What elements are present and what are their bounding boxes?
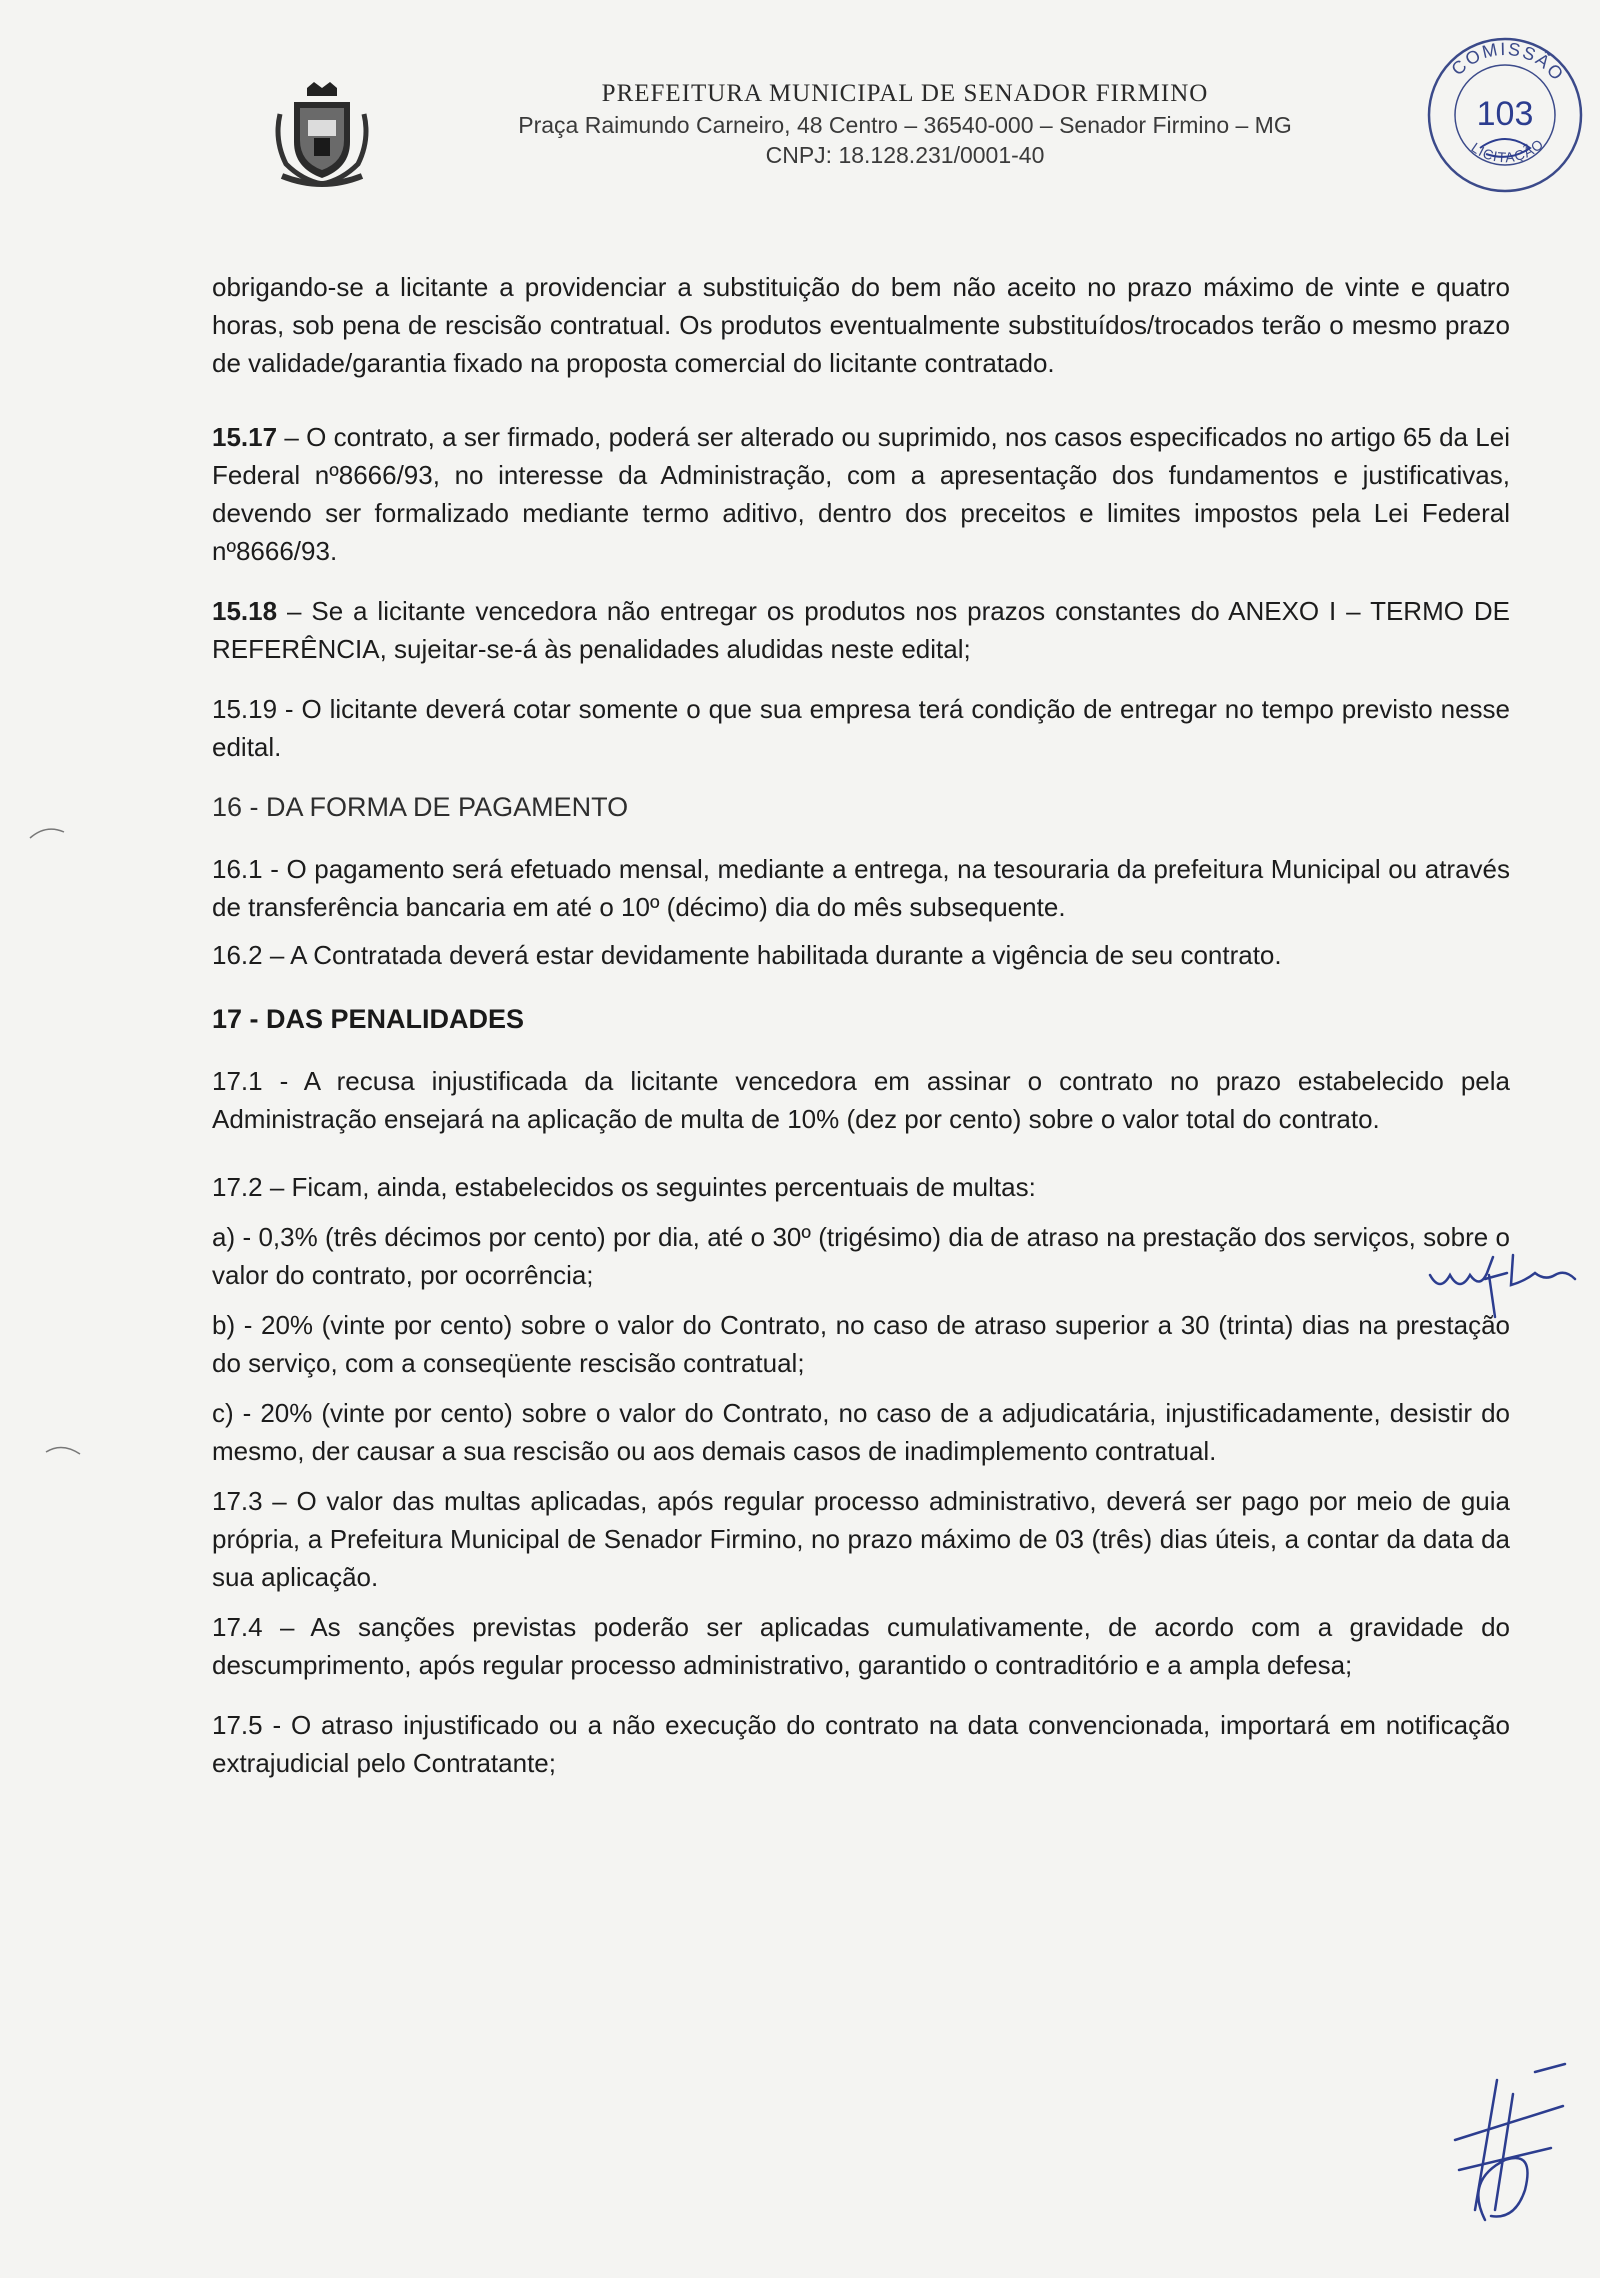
municipal-crest-icon (272, 80, 372, 190)
document-body (212, 268, 1510, 1804)
paragraph-15-18 (212, 592, 1510, 668)
commission-stamp (1420, 30, 1590, 200)
section-heading-16: 16 - DA FORMA DE PAGAMENTO (212, 792, 629, 822)
svg-text:COMISSÃO (1447, 39, 1568, 85)
letterhead-title: PREFEITURA MUNICIPAL DE SENADOR FIRMINO (601, 80, 1209, 107)
paragraph-17-2: 17.2 – Ficam, ainda, estabelecidos os seguintes percentuais de multas: (212, 1172, 1036, 1202)
handwritten-initials-icon (1425, 1245, 1585, 1325)
paragraph-17-5: 17.5 - O atraso injustificado ou a não execução do contrato na data convencionada, importará em notificação extrajudicial pelo Contratante; (212, 1710, 1510, 1778)
handwritten-signature-icon (1445, 2060, 1575, 2230)
clause-text-15-17: – O contrato, a ser firmado, poderá ser alterado ou suprimido, nos casos especificados no artigo 65 da Lei Federal nº8666/93, no interesse da Administração, com a apresentação dos fundamentos e justificativas, devendo ser formalizado mediante termo aditivo, dentro dos preceitos e limites impostos pela Lei Federal nº8666/93. (212, 422, 1510, 566)
section-heading-17: 17 - DAS PENALIDADES (212, 1004, 525, 1034)
paragraph-15-19: 15.19 - O licitante deverá cotar somente o que sua empresa terá condição de entregar no tempo previsto nesse edital. (212, 694, 1510, 762)
paragraph-15-17 (212, 418, 1510, 570)
stamp-number: 103 (1476, 95, 1534, 133)
letterhead-address: Praça Raimundo Carneiro, 48 Centro – 36540-000 – Senador Firmino – MG (518, 112, 1292, 138)
letterhead-cnpj: CNPJ: 18.128.231/0001-40 (765, 142, 1045, 168)
margin-mark-icon (28, 822, 68, 842)
margin-mark-icon (44, 1440, 84, 1460)
stamp-bottom-text: LICITAÇÃO (1468, 135, 1547, 166)
paragraph-17-2-b: b) - 20% (vinte por cento) sobre o valor do Contrato, no caso de atraso superior a 30 (trinta) dias na prestação do serviço, com a conseqüente rescisão contratual; (212, 1310, 1510, 1378)
letterhead-text (400, 78, 1410, 170)
paragraph-17-2-a: a) - 0,3% (três décimos por cento) por dia, até o 30º (trigésimo) dia de atraso na prestação dos serviços, sobre o valor do contrato, por ocorrência; (212, 1222, 1510, 1290)
clause-number-15-17: 15.17 (212, 422, 278, 452)
paragraph-17-3: 17.3 – O valor das multas aplicadas, após regular processo administrativo, deverá ser pago por meio de guia própria, a Prefeitura Municipal de Senador Firmino, no prazo máximo de 03 (três) dias úteis, a contar da data da sua aplicação. (212, 1486, 1510, 1592)
paragraph-15-16-continuation: obrigando-se a licitante a providenciar a substituição do bem não aceito no prazo máximo de vinte e quatro horas, sob pena de rescisão contratual. Os produtos eventualmente substituídos/trocados terão o mesmo prazo de validade/garantia fixado na proposta comercial do licitante contratado. (212, 272, 1510, 378)
paragraph-17-4: 17.4 – As sanções previstas poderão ser aplicadas cumulativamente, de acordo com a gravidade do descumprimento, após regular processo administrativo, garantido o contraditório e a ampla defesa; (212, 1612, 1510, 1680)
letterhead (0, 0, 1600, 200)
paragraph-16-1: 16.1 - O pagamento será efetuado mensal, mediante a entrega, na tesouraria da prefeitura Municipal ou através de transferência bancaria em até o 10º (décimo) dia do mês subsequente. (212, 854, 1510, 922)
clause-number-15-18: 15.18 (212, 596, 278, 626)
paragraph-16-2: 16.2 – A Contratada deverá estar devidamente habilitada durante a vigência de seu contrato. (212, 940, 1282, 970)
clause-text-15-18: – Se a licitante vencedora não entregar os produtos nos prazos constantes do ANEXO I – TERMO DE REFERÊNCIA, sujeitar-se-á às penalidades aludidas neste edital; (212, 596, 1510, 664)
stamp-top-text: COMISSÃO (1447, 38, 1569, 86)
paragraph-17-2-c: c) - 20% (vinte por cento) sobre o valor do Contrato, no caso de a adjudicatária, injustificadamente, desistir do mesmo, der causar a sua rescisão ou aos demais casos de inadimplemento contratual. (212, 1398, 1510, 1466)
paragraph-17-1: 17.1 - A recusa injustificada da licitante vencedora em assinar o contrato no prazo estabelecido pela Administração ensejará na aplicação de multa de 10% (dez por cento) sobre o valor total do contrato. (212, 1066, 1510, 1134)
